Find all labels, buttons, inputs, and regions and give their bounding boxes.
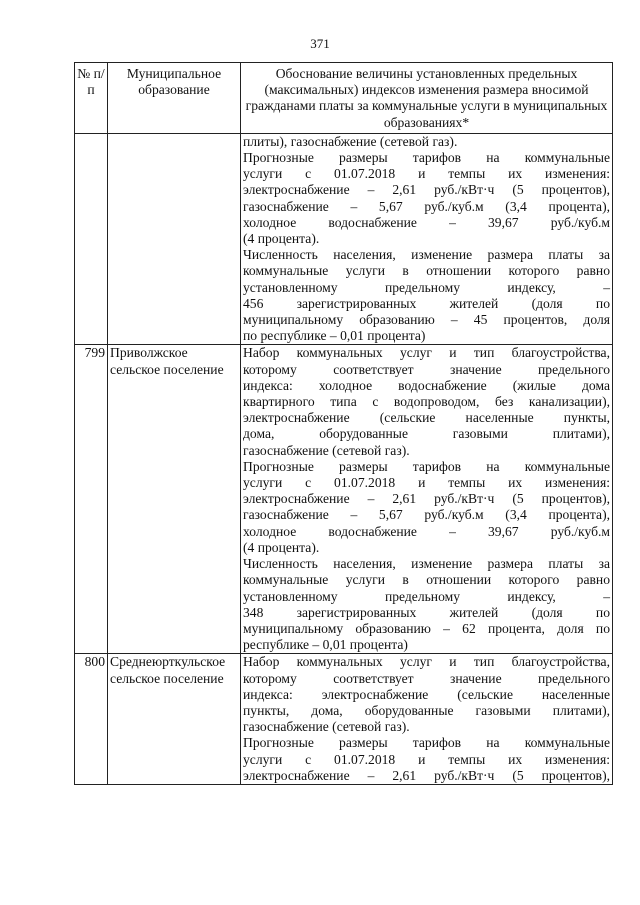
text-line: 456 зарегистрированных жителей (доля по bbox=[243, 295, 610, 311]
justification-text bbox=[241, 654, 613, 785]
text-line: Численность населения, изменение размера платы за bbox=[243, 247, 610, 263]
text-line: услуги с 01.07.2018 и темпы их изменения: bbox=[243, 475, 610, 491]
table-row bbox=[75, 654, 613, 785]
text-line: Прогнозные размеры тарифов на коммунальные bbox=[243, 735, 610, 751]
text-line: Набор коммунальных услуг и тип благоустройства, bbox=[243, 345, 610, 361]
text-line: квартирного типа с водопроводом, без канализации), bbox=[243, 394, 610, 410]
text-line: по республике – 0,01 процента) bbox=[243, 328, 426, 344]
header-justification: Обоснование величины установленных предельных (максимальных) индексов изменения размера вносимой гражданами платы за коммунальные услуги в муниципальных образованиях* bbox=[241, 63, 613, 134]
municipal-index-table bbox=[74, 62, 613, 785]
text-line: коммунальные услуги в отношении которого равно bbox=[243, 572, 610, 588]
text-line: пункты, дома, оборудованные газовыми плитами), bbox=[243, 702, 610, 718]
table-header-row bbox=[75, 63, 613, 134]
text-line: которому соответствует значение предельного bbox=[243, 361, 610, 377]
text-line: Прогнозные размеры тарифов на коммунальные bbox=[243, 458, 610, 474]
municipality-name bbox=[108, 133, 241, 345]
text-line: индекса: холодное водоснабжение (жилые дома bbox=[243, 377, 610, 393]
text-line: газоснабжение – 5,67 руб./куб.м (3,4 процента), bbox=[243, 198, 610, 214]
justification-text bbox=[241, 345, 613, 654]
text-line: услуги с 01.07.2018 и темпы их изменения: bbox=[243, 751, 610, 767]
text-line: установленному предельному индексу, – bbox=[243, 588, 610, 604]
justification-text bbox=[241, 133, 613, 345]
text-line: дома, оборудованные газовыми плитами), bbox=[243, 426, 610, 442]
row-number: 799 bbox=[75, 345, 108, 654]
text-line: холодное водоснабжение – 39,67 руб./куб.м bbox=[243, 214, 610, 230]
municipality-name: Среднеюрткульское сельское поселение bbox=[108, 654, 241, 785]
text-line: электроснабжение (сельские населенные пункты, bbox=[243, 410, 610, 426]
text-line: услуги с 01.07.2018 и темпы их изменения: bbox=[243, 166, 610, 182]
text-line: плиты), газоснабжение (сетевой газ). bbox=[243, 133, 458, 149]
text-line: установленному предельному индексу, – bbox=[243, 279, 610, 295]
text-line: 348 зарегистрированных жителей (доля по bbox=[243, 604, 610, 620]
text-line: республике – 0,01 процента) bbox=[243, 637, 408, 653]
table-row bbox=[75, 133, 613, 345]
text-line: (4 процента). bbox=[243, 539, 320, 555]
text-line: электроснабжение – 2,61 руб./кВт·ч (5 процентов), bbox=[243, 767, 610, 783]
text-line: газоснабжение (сетевой газ). bbox=[243, 719, 410, 735]
row-number bbox=[75, 133, 108, 345]
text-line: Набор коммунальных услуг и тип благоустройства, bbox=[243, 654, 610, 670]
header-municipality: Муниципальное образование bbox=[108, 63, 241, 134]
municipality-name: Приволжское сельское поселение bbox=[108, 345, 241, 654]
page-number: 371 bbox=[310, 36, 330, 51]
text-line: коммунальные услуги в отношении которого равно bbox=[243, 263, 610, 279]
row-number: 800 bbox=[75, 654, 108, 785]
text-line: муниципальному образованию – 62 процента, доля по bbox=[243, 620, 610, 636]
text-line: холодное водоснабжение – 39,67 руб./куб.м bbox=[243, 523, 610, 539]
header-number: № п/п bbox=[75, 63, 108, 134]
table-row bbox=[75, 345, 613, 654]
text-line: (4 процента). bbox=[243, 231, 320, 247]
text-line: которому соответствует значение предельного bbox=[243, 670, 610, 686]
text-line: электроснабжение – 2,61 руб./кВт·ч (5 процентов), bbox=[243, 491, 610, 507]
text-line: газоснабжение – 5,67 руб./куб.м (3,4 процента), bbox=[243, 507, 610, 523]
text-line: индекса: электроснабжение (сельские населенные bbox=[243, 686, 610, 702]
text-line: электроснабжение – 2,61 руб./кВт·ч (5 процентов), bbox=[243, 182, 610, 198]
text-line: Численность населения, изменение размера платы за bbox=[243, 556, 610, 572]
table-body bbox=[75, 133, 613, 784]
text-line: Прогнозные размеры тарифов на коммунальные bbox=[243, 150, 610, 166]
text-line: газоснабжение (сетевой газ). bbox=[243, 442, 410, 458]
text-line: муниципальному образованию – 45 процентов, доля bbox=[243, 312, 610, 328]
